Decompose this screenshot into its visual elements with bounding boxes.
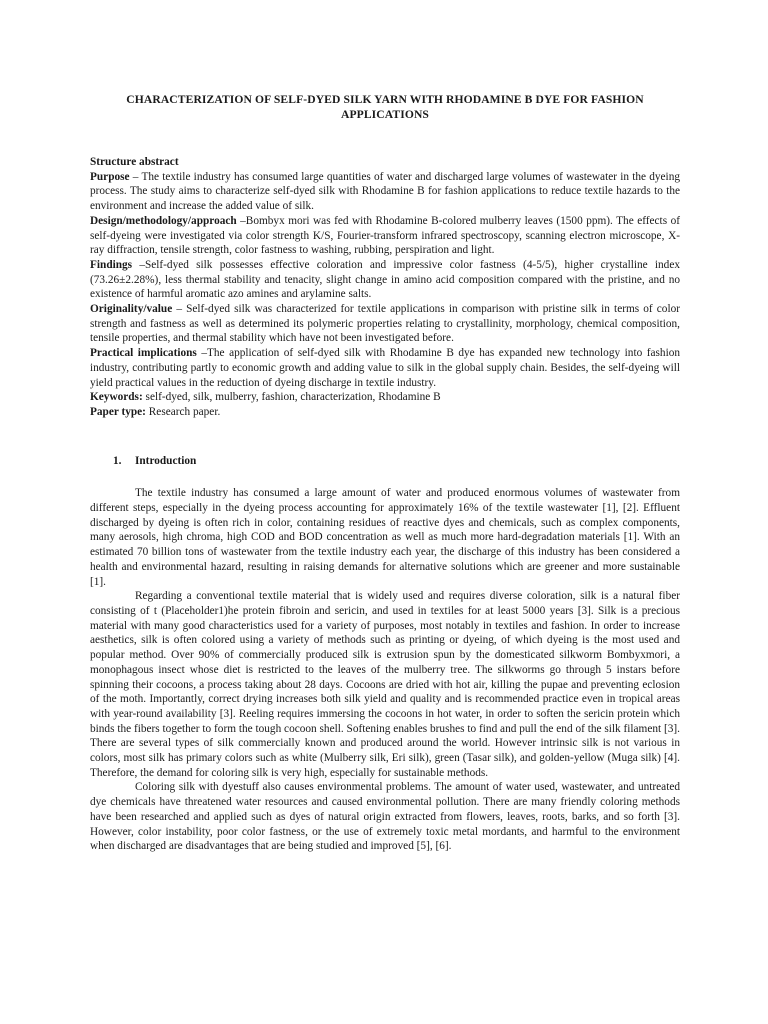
abstract-originality (90, 302, 680, 346)
introduction-body (90, 486, 680, 854)
originality-label: Originality/value (90, 303, 173, 316)
paper-type-label: Paper type: (90, 405, 146, 418)
abstract-heading: Structure abstract (90, 156, 179, 168)
abstract-findings (90, 258, 680, 302)
findings-text: –Self-dyed silk possesses effective coloration and impressive color fastness (4-5/5), higher crystalline index (73.26±2.28%), less thermal stability and tenacity, slight change in amino acid composition compared with the pristine, and no existence of harmful aromatic azo amines and arylamine salts. (90, 258, 680, 301)
keywords-label: Keywords: (90, 391, 143, 404)
purpose-text: – The textile industry has consumed large quantities of water and discharged large volumes of wastewater in the dyeing process. The study aims to characterize self-dyed silk with Rhodamine B for fashion applications to reduce textile hazards to the environment and increase the added value of silk. (90, 170, 680, 213)
design-label: Design/methodology/approach (90, 214, 237, 227)
abstract-purpose (90, 170, 680, 214)
purpose-label: Purpose (90, 170, 130, 183)
findings-label: Findings (90, 258, 133, 271)
practical-text: –The application of self-dyed silk with Rhodamine B dye has expanded new technology into fashion industry, contributing partly to economic growth and adding value to silk in the global supply chain. Besides, the self-dyeing will yield practical values in the reduction of dyeing discharge in textile industry. (90, 347, 681, 389)
section-title: Introduction (135, 454, 197, 467)
paper-type-text: Research paper. (145, 405, 221, 418)
paper-title: CHARACTERIZATION OF SELF-DYED SILK YARN WITH RHODAMINE B DYE FOR FASHION APPLICATIONS (126, 93, 644, 121)
originality-text: – Self-dyed silk was characterized for textile applications in comparison with pristine silk in terms of color strength and fastness as well as determined its polymeric properties relating to crystallinity, morphology, chemical composition, tensile properties, and thermal stability which have not been investigated before. (90, 303, 680, 345)
intro-paragraph: Coloring silk with dyestuff also causes environmental problems. The amount of water used, wastewater, and untreated dye chemicals have threatened water resources and caused environmental pollution. There are many friendly coloring methods have been researched and applied such as dyes of natural origin extracted from flowers, leaves, roots, barks, and so forth [3]. However, color instability, poor color fastness, or the use of extremely toxic metal mordants, and harmful to the environment when discharged are disadvantages that are being studied and improved [5], [6]. (90, 781, 680, 853)
intro-paragraph: The textile industry has consumed a large amount of water and produced enormous volumes of wastewater from different steps, especially in the dyeing process accounting for approximately 16% of the textile wastewater [1], [2]. Effluent discharged by dyeing is often rich in color, containing residues of reactive dyes and chemicals, such as complex components, many aerosols, high chroma, high COD and BOD concentration as well as much more hard-degradation materials [1]. With an estimated 70 billion tons of wastewater from the textile industry each year, the discharge of this industry has been considered a health and environmental hazard, resulting in raising demands for alternative solutions which are greener and more sustainable [1]. (90, 487, 680, 588)
abstract-design (90, 214, 680, 258)
keywords-text: self-dyed, silk, mulberry, fashion, characterization, Rhodamine B (142, 391, 441, 404)
abstract-practical (90, 346, 680, 390)
design-text: –Bombyx mori was fed with Rhodamine B-colored mulberry leaves (1500 ppm). The effects of self-dyeing were investigated via color strength K/S, Fourier-transform infrared spectroscopy, scanning electron microscope, X-ray diffraction, tensile strength, color fastness to washing, rubbing, perspiration and light. (90, 214, 680, 257)
practical-label: Practical implications (90, 347, 197, 360)
section-heading (113, 454, 680, 469)
abstract-keywords (90, 390, 680, 405)
section-number: 1. (113, 454, 122, 467)
abstract-paper-type (90, 405, 680, 420)
intro-paragraph: Regarding a conventional textile material that is widely used and requires diverse coloration, silk is a natural fiber consisting of t (Placeholder1)he protein fibroin and sericin, and used in textiles for at least 5000 years [3]. Silk is a precious material with many good characteristics used for a variety of purposes, most notably in textiles and fashion. In order to increase aesthetics, silk is often colored using a variety of methods such as printing or dyeing, of which dyeing is the most used and popular method. Over 90% of commercially produced silk is extrusion spun by the domesticated silkworm Bombyxmori, a monophagous insect whose diet is restricted to the leaves of the mulberry tree. The silkworms go through 5 instars before spinning their cocoons, a process taking about 28 days. Cocoons are dried with hot air, killing the pupae and preventing eclosion of the moth. Importantly, correct drying increases both silk yield and quality and is recommended practice even in tropical areas with year-round availability [3]. Reeling requires immersing the cocoons in hot water, in order to soften the sericin protein which binds the fibers together to form the tough cocoon shell. Softening enables brushes to find and pull the end of the silk filament [3]. There are several types of silk commercially known and produced around the world. However intrinsic silk is not various in colors, most silk has primary colors such as white (Mulberry silk, Eri silk), green (Tasar silk), and golden-yellow (Muga silk) [4]. Therefore, the demand for coloring silk is very high, especially for sustainable methods. (90, 590, 680, 779)
